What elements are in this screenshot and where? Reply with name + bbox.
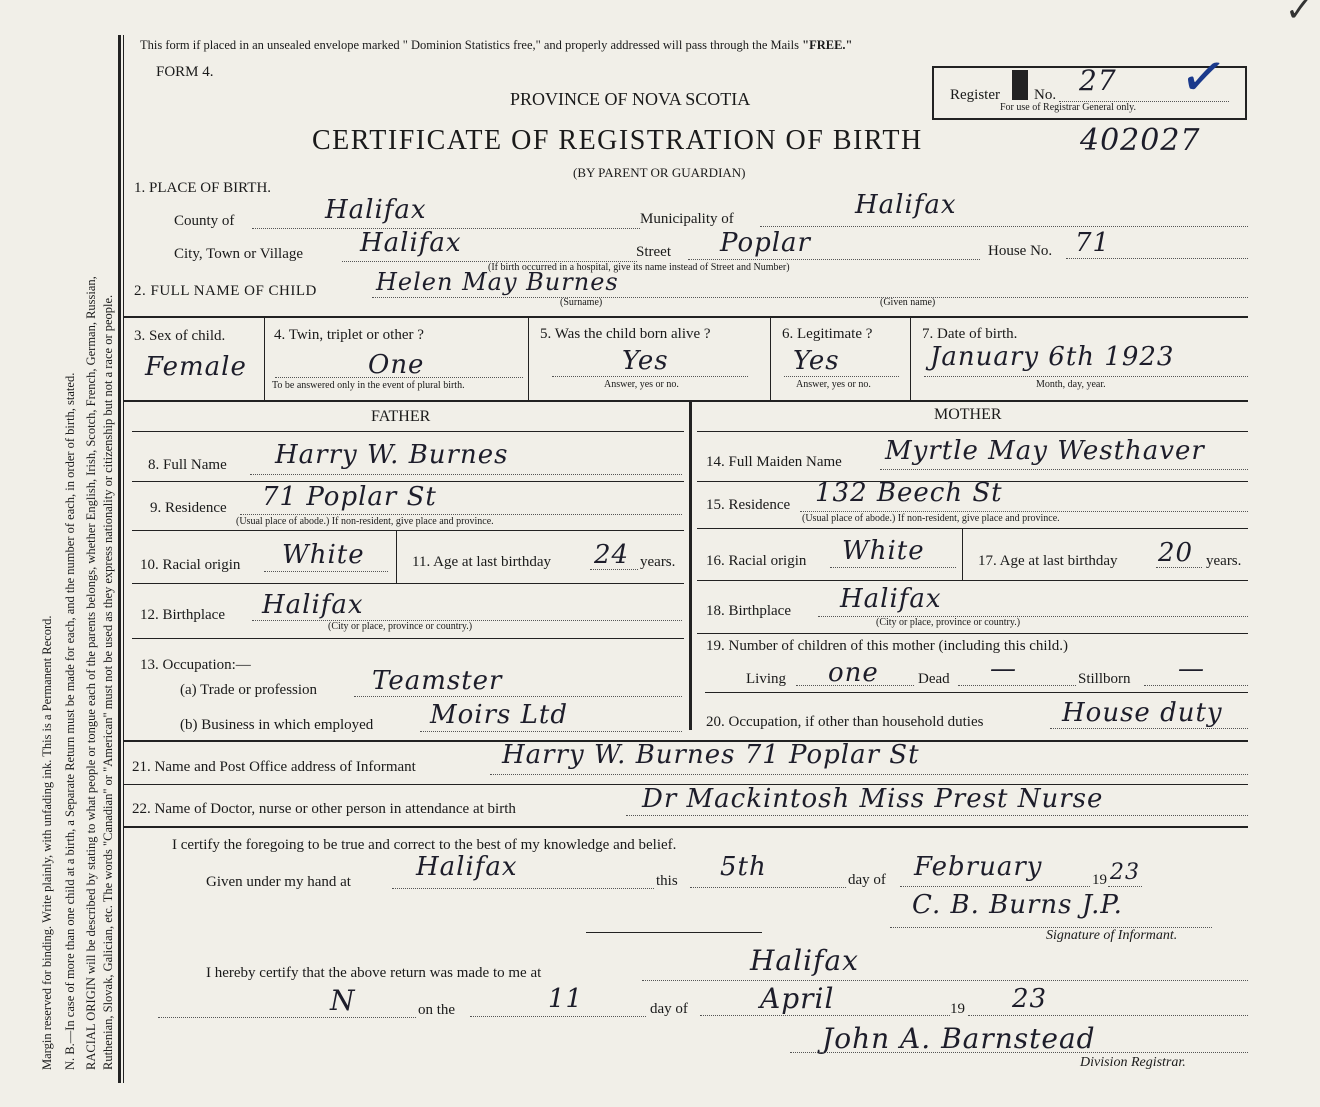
mother-occupation-value: House duty bbox=[1062, 698, 1223, 728]
twin-value: One bbox=[368, 350, 425, 380]
register-redaction bbox=[1012, 70, 1028, 100]
born-alive-label: 5. Was the child born alive ? bbox=[540, 326, 711, 342]
father-age-value: 24 bbox=[594, 540, 630, 570]
living-label: Living bbox=[746, 671, 786, 687]
street-value: Poplar bbox=[720, 228, 811, 258]
father-heading: FATHER bbox=[371, 408, 431, 425]
legitimate-label: 6. Legitimate ? bbox=[782, 326, 873, 342]
dead-value: — bbox=[990, 654, 1017, 684]
mother-heading: MOTHER bbox=[934, 406, 1002, 423]
mother-birthplace-value: Halifax bbox=[840, 584, 942, 614]
father-residence-note: (Usual place of abode.) If non-resident, give place and province. bbox=[236, 516, 494, 527]
child-name-label: 2. FULL NAME OF CHILD bbox=[134, 283, 317, 299]
check-mark-icon: ✓ bbox=[1175, 42, 1232, 113]
left-border bbox=[118, 35, 121, 1083]
father-age-label: 11. Age at last birthday bbox=[412, 554, 551, 570]
mother-race-label: 16. Racial origin bbox=[706, 553, 807, 569]
legitimate-value: Yes bbox=[793, 346, 840, 376]
section-divider-top bbox=[124, 316, 1248, 318]
informant-signature-caption: Signature of Informant. bbox=[1046, 928, 1178, 943]
informant-signature: C. B. Burns J.P. bbox=[912, 890, 1123, 920]
register-label: Register bbox=[950, 87, 1000, 103]
registrar-day-value: 11 bbox=[548, 984, 584, 1014]
father-name-value: Harry W. Burnes bbox=[275, 440, 509, 470]
twin-note: To be answered only in the event of plural birth. bbox=[272, 380, 465, 391]
register-note: For use of Registrar General only. bbox=[1000, 102, 1136, 113]
father-birthplace-value: Halifax bbox=[262, 590, 364, 620]
city-value: Halifax bbox=[360, 228, 462, 258]
mother-name-value: Myrtle May Westhaver bbox=[885, 436, 1205, 466]
certificate-title: CERTIFICATE OF REGISTRATION OF BIRTH bbox=[312, 125, 923, 156]
mother-birthplace-note: (City or place, province or country.) bbox=[876, 617, 1021, 628]
doctor-label: 22. Name of Doctor, nurse or other person in attendance at birth bbox=[132, 801, 516, 817]
registrar-month-label: day of bbox=[650, 1001, 688, 1017]
register-number: 27 bbox=[1079, 64, 1117, 97]
father-birthplace-label: 12. Birthplace bbox=[140, 607, 225, 623]
register-no-label: No. bbox=[1034, 87, 1057, 103]
given-day-value: 5th bbox=[720, 852, 767, 882]
dob-label: 7. Date of birth. bbox=[922, 326, 1018, 342]
doctor-value: Dr Mackintosh Miss Prest Nurse bbox=[642, 784, 1104, 814]
sex-value: Female bbox=[145, 352, 247, 382]
born-alive-note: Answer, yes or no. bbox=[604, 379, 679, 390]
registrar-year-prefix: 19 bbox=[950, 1001, 965, 1017]
mother-residence-value: 132 Beech St bbox=[815, 478, 1003, 508]
mother-occupation-label: 20. Occupation, if other than household duties bbox=[706, 714, 984, 730]
house-no-value: 71 bbox=[1075, 228, 1111, 258]
father-birthplace-note: (City or place, province or country.) bbox=[328, 621, 473, 632]
father-business-label: (b) Business in which employed bbox=[180, 717, 374, 733]
street-label: Street bbox=[636, 244, 671, 260]
mother-age-label: 17. Age at last birthday bbox=[978, 553, 1118, 569]
mother-race-value: White bbox=[842, 536, 925, 566]
father-race-value: White bbox=[282, 540, 365, 570]
informant-label: 21. Name and Post Office address of Informant bbox=[132, 759, 416, 775]
children-count-label: 19. Number of children of this mother (including this child.) bbox=[706, 638, 1069, 654]
father-race-label: 10. Racial origin bbox=[140, 557, 241, 573]
living-value: one bbox=[828, 658, 879, 688]
father-residence-value: 71 Poplar St bbox=[262, 482, 437, 512]
given-place-value: Halifax bbox=[416, 852, 518, 882]
stillborn-label: Stillborn bbox=[1078, 671, 1131, 687]
left-border-inner bbox=[123, 35, 124, 1083]
given-year-value: 23 bbox=[1110, 860, 1140, 885]
section-divider-bottom bbox=[124, 400, 1248, 402]
city-label: City, Town or Village bbox=[174, 246, 304, 262]
mother-years-label: years. bbox=[1206, 553, 1242, 569]
born-alive-value: Yes bbox=[622, 346, 669, 376]
registrar-signature: John A. Barnstead bbox=[822, 1022, 1096, 1055]
certificate-number: 402027 bbox=[1080, 123, 1201, 158]
given-year-prefix: 19 bbox=[1092, 872, 1107, 888]
given-month-value: February bbox=[914, 852, 1043, 882]
dead-label: Dead bbox=[918, 671, 950, 687]
certificate-subtitle: (BY PARENT OR GUARDIAN) bbox=[573, 165, 746, 180]
mother-residence-label: 15. Residence bbox=[706, 497, 791, 513]
child-name-value: Helen May Burnes bbox=[376, 268, 619, 296]
house-no-label: House No. bbox=[988, 243, 1053, 259]
legitimate-note: Answer, yes or no. bbox=[796, 379, 871, 390]
this-label: this bbox=[656, 873, 678, 889]
parents-divider bbox=[689, 400, 692, 730]
given-name-note: (Given name) bbox=[880, 297, 936, 308]
mother-birthplace-label: 18. Birthplace bbox=[706, 603, 791, 619]
margin-binding-note: Margin reserved for binding. Write plainly, with unfading ink. This is a Permanent Record. bbox=[40, 615, 54, 1070]
registrar-mark: N bbox=[330, 984, 356, 1017]
municipality-label: Municipality of bbox=[640, 211, 734, 227]
dob-note: Month, day, year. bbox=[1036, 379, 1106, 390]
registrar-place-value: Halifax bbox=[750, 944, 859, 977]
municipality-value: Halifax bbox=[855, 190, 957, 220]
day-of-label: day of bbox=[848, 872, 886, 888]
father-years-label: years. bbox=[640, 554, 676, 570]
mother-residence-note: (Usual place of abode.) If non-resident, give place and province. bbox=[802, 513, 1060, 524]
county-value: Halifax bbox=[325, 195, 427, 225]
margin-racial-origin-note: RACIAL ORIGIN will be described by stating to what people or tongue each of the parents belongs, whether English, Irish, Scotch, French, German, Russian, bbox=[84, 276, 98, 1070]
stillborn-value: — bbox=[1178, 654, 1205, 684]
mother-age-value: 20 bbox=[1158, 538, 1194, 568]
registrar-month-value: April bbox=[760, 982, 835, 1015]
dob-value: January 6th 1923 bbox=[930, 342, 1175, 372]
surname-note: (Surname) bbox=[560, 297, 603, 308]
form-number: FORM 4. bbox=[156, 64, 214, 80]
margin-multiple-birth-note: N. B.—In case of more than one child at a birth, a Separate Return must be made for each, and the number of each, in order of birth, stated. bbox=[63, 372, 77, 1070]
registrar-caption: Division Registrar. bbox=[1080, 1055, 1186, 1070]
sex-label: 3. Sex of child. bbox=[134, 328, 226, 344]
father-trade-label: (a) Trade or profession bbox=[180, 682, 318, 698]
informant-value: Harry W. Burnes 71 Poplar St bbox=[502, 740, 920, 770]
hospital-note: (If birth occurred in a hospital, give its name instead of Street and Number) bbox=[488, 262, 790, 273]
county-label: County of bbox=[174, 213, 235, 229]
given-label: Given under my hand at bbox=[206, 874, 351, 890]
father-occupation-heading: 13. Occupation:— bbox=[140, 657, 251, 673]
father-residence-label: 9. Residence bbox=[150, 500, 227, 516]
place-of-birth-heading: 1. PLACE OF BIRTH. bbox=[134, 180, 272, 196]
province-heading: PROVINCE OF NOVA SCOTIA bbox=[510, 89, 751, 109]
father-business-value: Moirs Ltd bbox=[430, 700, 568, 730]
twin-label: 4. Twin, triplet or other ? bbox=[274, 327, 424, 343]
registrar-statement: I hereby certify that the above return was made to me at bbox=[206, 965, 542, 981]
certify-statement: I certify the foregoing to be true and correct to the best of my knowledge and belief. bbox=[172, 837, 677, 853]
margin-racial-origin-note-2: Ruthenian, Slovak, Galician, etc. The words "Canadian" or "American" must not be used as they express nationality or citizenship but not a race or people. bbox=[101, 294, 115, 1070]
mother-name-label: 14. Full Maiden Name bbox=[706, 454, 842, 470]
separator-line bbox=[586, 932, 762, 933]
father-name-label: 8. Full Name bbox=[148, 457, 227, 473]
registrar-year-value: 23 bbox=[1012, 984, 1048, 1014]
father-trade-value: Teamster bbox=[372, 666, 503, 696]
registrar-day-prefix: on the bbox=[418, 1002, 456, 1018]
mail-note: This form if placed in an unsealed envelope marked " Dominion Statistics free," and properly addressed will pass through the Mails "FREE." bbox=[140, 38, 853, 52]
corner-check-mark-icon: ✓ bbox=[1285, 0, 1314, 30]
